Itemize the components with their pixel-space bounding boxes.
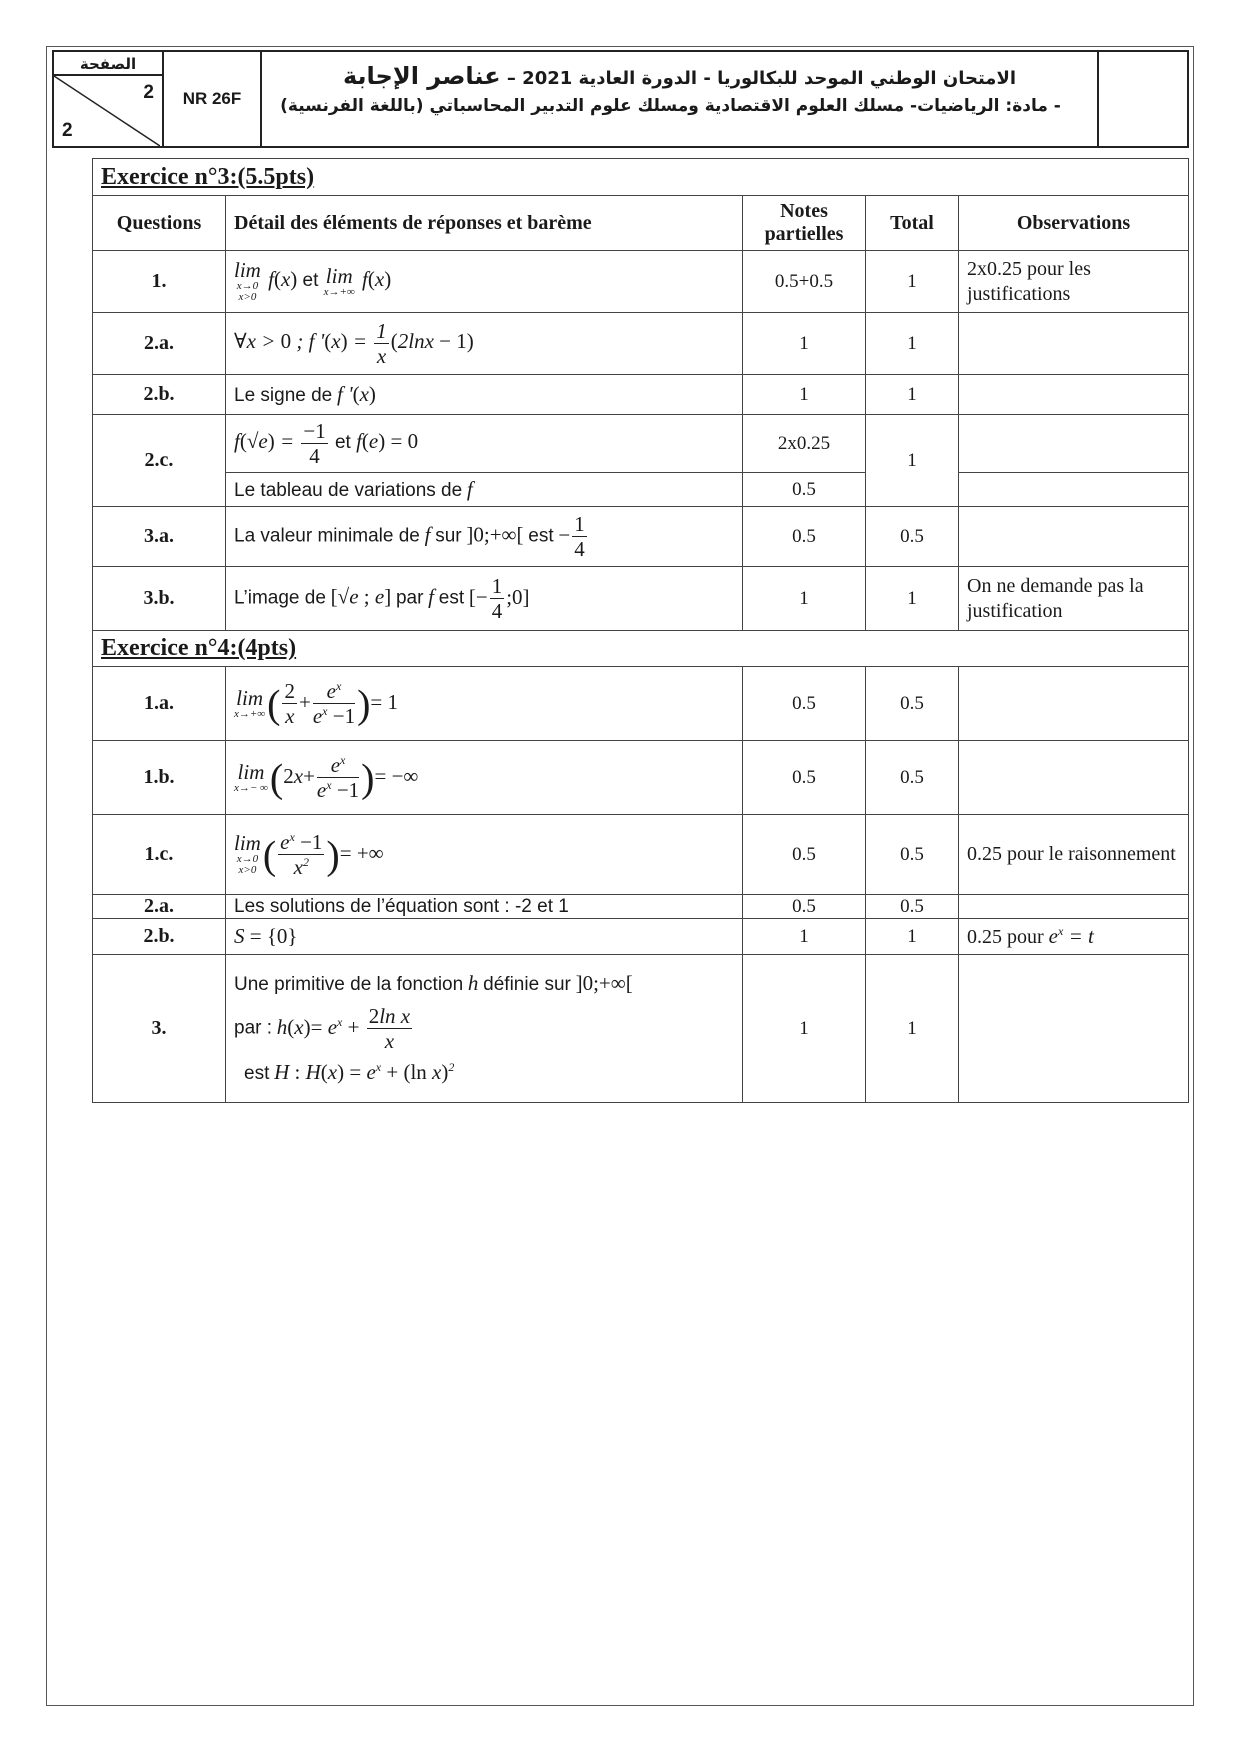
table-row [93,473,1189,507]
partial-notes: 1 [743,375,866,415]
table-row [93,741,1189,815]
math-substitution: $e^x = t$ [1048,924,1094,949]
header-title-accent: عناصر الإجابة [342,62,501,90]
answer-text-3: est [438,587,465,609]
table-row [93,955,1189,1103]
exercise3-title-row [93,159,1189,196]
answer-text-2: définie sur [483,974,571,996]
partial-notes: 0.5 [743,895,866,919]
total-points: 1 [866,375,959,415]
answer-detail [226,507,743,567]
answer-table [92,158,1189,1103]
observation [959,895,1189,919]
partial-notes: 1 [743,919,866,955]
question-number: 2.c. [93,415,226,507]
table-row [93,667,1189,741]
partial-notes: 0.5 [743,667,866,741]
observation [959,473,1189,507]
total-points: 0.5 [866,667,959,741]
header-title-main: الامتحان الوطني الموحد للبكالوريا - الدورة العادية 2021 – [506,68,1017,89]
question-number: 2.a. [93,313,226,375]
answer-detail [226,919,743,955]
observation: 2x0.25 pour les justifications [959,251,1189,313]
total-points: 0.5 [866,815,959,895]
math-H-definition: H : $H(x) = e^x + (\ln$ x)$^2$ [274,1060,455,1085]
math-solution-set: S = {0} [234,924,298,949]
table-header-row [93,196,1189,251]
math-derivative: ∀x > 0 ; f '(x) = $\frac{1}{x}$ (2lnx − 1) [234,318,474,368]
answer-text: La valeur minimale de [234,525,420,547]
observation [959,955,1189,1103]
math-interval-image: [− $\frac{1}{4}$ ;0] [468,574,530,624]
answer-text-4: est [244,1063,270,1085]
math-fprime: f '(x) [337,382,376,406]
page-total: 2 [62,120,73,141]
table-row [93,251,1189,313]
page-indicator [54,52,164,146]
answer-detail [226,473,743,507]
page-number: 2 [143,82,154,103]
observation [959,507,1189,567]
col-total: Total [866,196,959,251]
partial-notes: 0.5+0.5 [743,251,866,313]
observation [959,313,1189,375]
exam-code: NR 26F [164,52,262,146]
table-row [93,375,1189,415]
math-limit-1a: lim x→+∞ ( $\frac{2}{x}$ + $\frac{e^x}{e^x -1}$ )= 1 [234,679,398,729]
answer-detail [226,895,743,919]
question-number: 2.a. [93,895,226,919]
primitive-line2 [234,1004,734,1053]
question-number: 1.a. [93,667,226,741]
math-limits: lim x→0 x>0 f(x) et lim x→+∞ f(x) [234,258,392,303]
answer-text-2: par [395,587,424,609]
partial-notes: 2x0.25 [743,415,866,473]
total-points: 1 [866,415,959,507]
header-title-line1 [262,62,1097,90]
answer-text: Le signe de [234,385,333,406]
question-number: 1.c. [93,815,226,895]
table-row [93,567,1189,631]
math-values: f(√e) = $\frac{-1}{4}$ et f(e) = 0 [234,419,419,469]
math-interval: ]0;+∞[ [575,971,633,996]
answer-detail [226,375,743,415]
exercise3-title: Exercice n°3:(5.5pts) [101,163,315,190]
answer-text: L’image de [234,587,326,609]
exercise4-title-row [93,631,1189,667]
exam-header [52,50,1189,148]
math-limit-1b: lim x→− ∞ (2x+ $\frac{e^x}{e^x -1}$ )= −∞ [234,753,419,803]
page-label: الصفحة [54,54,162,76]
answer-detail [226,251,743,313]
observation [959,375,1189,415]
question-number: 1.b. [93,741,226,815]
answer-detail [226,667,743,741]
answer-detail [226,313,743,375]
table-row [93,815,1189,895]
answer-text-3: par : [234,1017,273,1039]
math-f: f [466,477,473,502]
primitive-line3 [234,1053,734,1093]
answer-text-2: sur [435,525,462,547]
math-f: f [424,522,431,547]
observation: On ne demande pas la justification [959,567,1189,631]
partial-notes: 0.5 [743,473,866,507]
observation [959,415,1189,473]
answer-text: Les solutions de l’équation sont : -2 et 1 [234,895,569,917]
partial-notes: 0.5 [743,741,866,815]
answer-text: Une primitive de la fonction [234,974,464,996]
observation [959,667,1189,741]
partial-notes: 1 [743,955,866,1103]
total-points: 1 [866,567,959,631]
partial-notes: 1 [743,313,866,375]
math-h: h [467,971,479,996]
table-row [93,895,1189,919]
question-number: 2.b. [93,919,226,955]
table-row [93,507,1189,567]
observation-text: 0.25 pour [967,926,1044,949]
table-row [93,415,1189,473]
observation [959,919,1189,955]
math-interval-domain: [√e ; e] [330,584,392,609]
total-points: 1 [866,251,959,313]
answer-detail [226,955,743,1103]
math-limit-1c: lim x→0 x>0 ( $\frac{e^x -1}{x^2}$ )= +∞ [234,830,384,880]
col-observations: Observations [959,196,1189,251]
math-h-definition: $h(x)= e^x$ + $\frac{\text{2ln x}}{x}$ [276,1004,411,1054]
observation: 0.25 pour le raisonnement [959,815,1189,895]
answer-detail [226,567,743,631]
answer-text-3: est [528,525,554,547]
answer-detail [226,815,743,895]
math-min-value: − $\frac{1}{4}$ [558,512,585,562]
primitive-line1 [234,964,734,1004]
answer-text: Le tableau de variations de [234,480,463,502]
total-points: 1 [866,313,959,375]
partial-notes: 1 [743,567,866,631]
question-number: 3.a. [93,507,226,567]
partial-notes: 0.5 [743,507,866,567]
exercise4-title: Exercice n°4:(4pts) [101,635,297,662]
observation [959,741,1189,815]
question-number: 3.b. [93,567,226,631]
col-questions: Questions [93,196,226,251]
question-number: 1. [93,251,226,313]
header-title-line2: - مادة: الرياضيات- مسلك العلوم الاقتصادية ومسلك علوم التدبير المحاسباتي (باللغة الفرنسية) [280,96,1061,116]
question-number: 2.b. [93,375,226,415]
total-points: 0.5 [866,741,959,815]
question-number: 3. [93,955,226,1103]
header-blank-cell [1099,52,1187,146]
answer-detail [226,415,743,473]
partial-notes: 0.5 [743,815,866,895]
total-points: 0.5 [866,895,959,919]
answer-detail [226,741,743,815]
total-points: 1 [866,919,959,955]
total-points: 1 [866,955,959,1103]
header-title [262,52,1099,146]
col-notes: Notes partielles [743,196,866,251]
math-f: f [428,584,434,609]
total-points: 0.5 [866,507,959,567]
col-detail: Détail des éléments de réponses et barème [226,196,743,251]
table-row [93,919,1189,955]
math-interval: ]0;+∞[ [466,522,524,547]
table-row [93,313,1189,375]
